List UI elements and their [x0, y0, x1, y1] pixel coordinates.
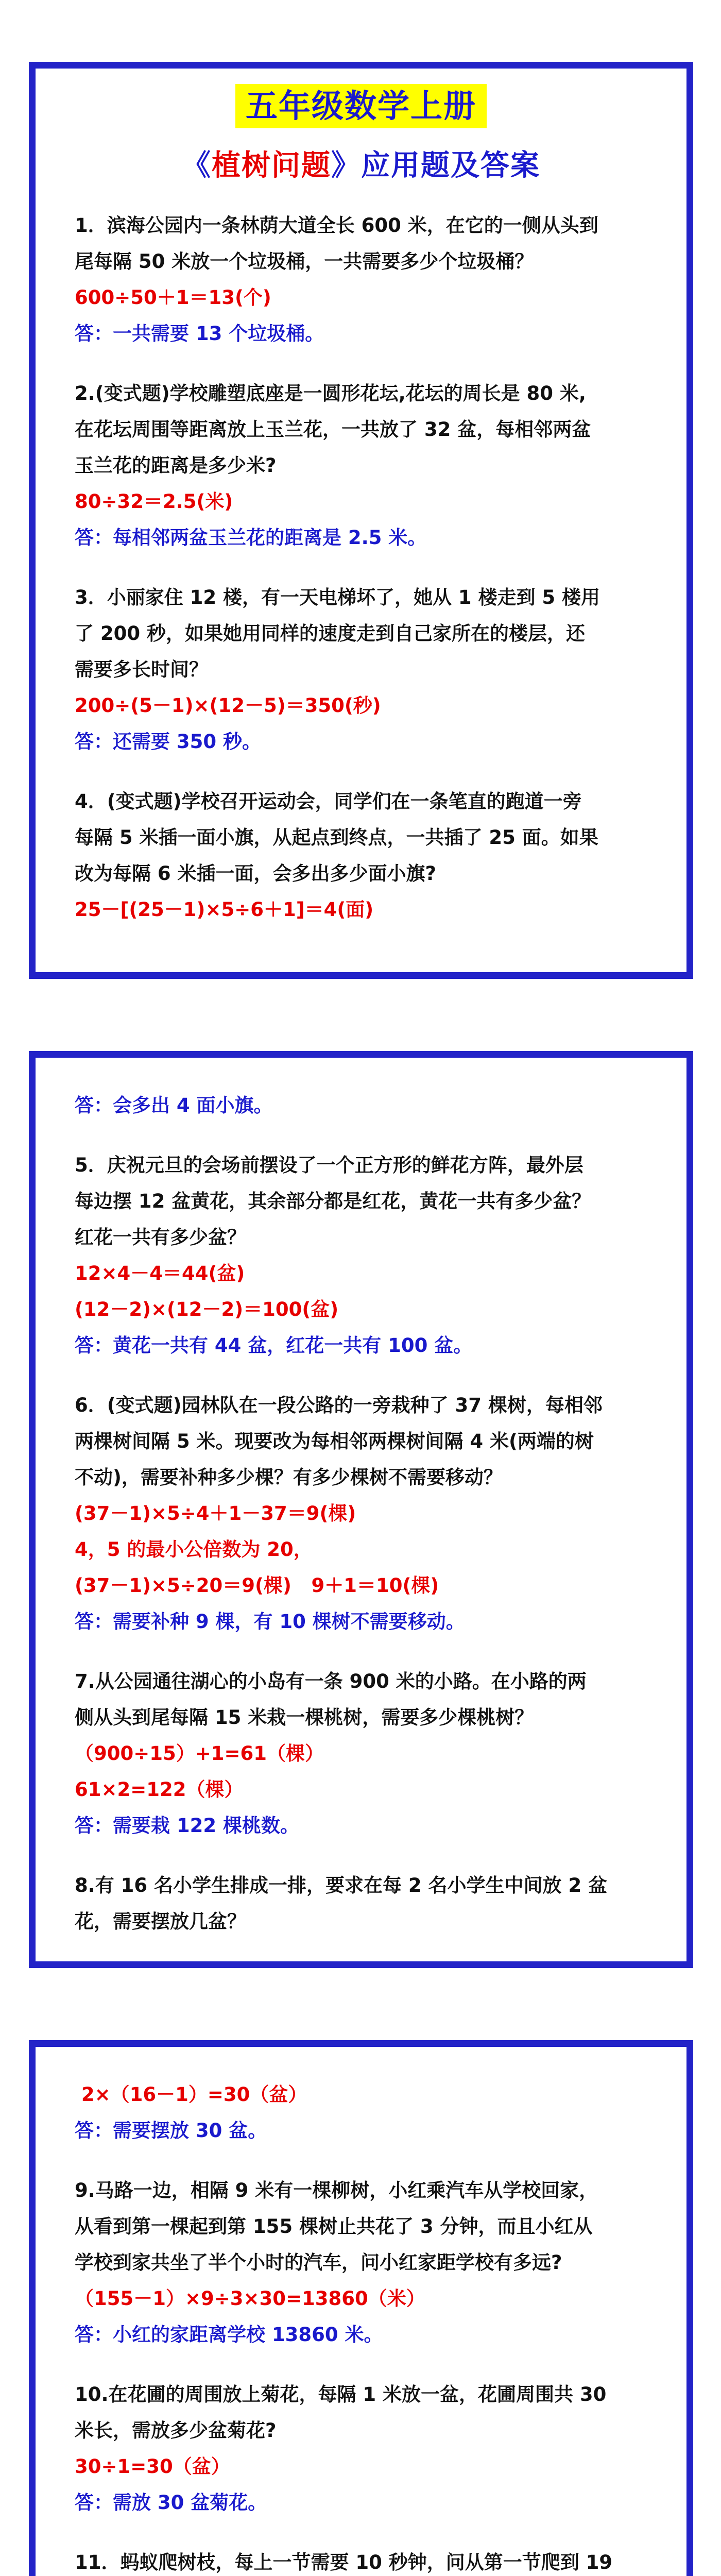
answer-line: 答：一共需要 13 个垃圾桶。 [75, 323, 324, 345]
problem-block [75, 1147, 657, 1364]
question-line: 在花坛周围等距离放上玉兰花，一共放了 32 盆，每相邻两盆 [75, 418, 591, 441]
question-line: 6．(变式题)园林队在一段公路的一旁栽种了 37 棵树，每相邻 [75, 1394, 603, 1416]
calculation-line: 30÷1=30（盆） [75, 2455, 230, 2478]
question-line: 花，需要摆放几盆？ [75, 1910, 246, 1933]
question-line: 8.有 16 名小学生排成一排，要求在每 2 名小学生中间放 2 盆 [75, 1874, 608, 1896]
title-block [36, 69, 686, 184]
problem-block [75, 580, 657, 760]
block-spacer [75, 352, 657, 376]
page-card-1 [29, 62, 693, 979]
page-card-2 [29, 1051, 693, 1968]
calculation-line: （900÷15）+1=61（棵） [75, 1742, 324, 1765]
block-spacer [75, 2353, 657, 2377]
question-line: 不动)，需要补种多少棵？有多少棵树不需要移动？ [75, 1466, 503, 1488]
question-line: 红花一共有多少盆？ [75, 1226, 246, 1248]
answer-line: 答：每相邻两盆玉兰花的距离是 2.5 米。 [75, 527, 427, 549]
block-spacer [75, 1124, 657, 1147]
card-content [36, 184, 686, 928]
question-line: 3．小丽家住 12 楼，有一天电梯坏了，她从 1 楼走到 5 楼用 [75, 586, 600, 609]
block-spacer [75, 1640, 657, 1664]
question-line: 4．(变式题)学校召开运动会，同学们在一条笔直的跑道一旁 [75, 790, 582, 813]
question-line: 侧从头到尾每隔 15 米栽一棵桃树，需要多少棵桃树？ [75, 1706, 534, 1728]
question-line: 米长，需放多少盆菊花? [75, 2419, 277, 2442]
question-line: 每边摆 12 盆黄花，其余部分都是红花，黄花一共有多少盆？ [75, 1190, 591, 1212]
calculation-line: （155－1）×9÷3×30=13860（米） [75, 2287, 425, 2310]
question-line: 尾每隔 50 米放一个垃圾桶，一共需要多少个垃圾桶？ [75, 250, 534, 273]
question-line: 从看到第一棵起到第 155 棵树止共花了 3 分钟，而且小红从 [75, 2215, 593, 2238]
calculation-line: 200÷(5－1)×(12－5)＝350(秒) [75, 694, 381, 717]
answer-line: 答：会多出 4 面小旗。 [75, 1094, 273, 1116]
problem-block [75, 2173, 657, 2353]
calculation-line: 80÷32＝2.5(米) [75, 490, 233, 513]
calculation-line: 25－[(25－1)×5÷6＋1]＝4(面) [75, 899, 374, 921]
answer-line: 答：需放 30 盆菊花。 [75, 2492, 267, 2514]
subtitle-accent: 植树问题 [212, 149, 331, 183]
problem-block [75, 376, 657, 556]
card-content [36, 1058, 686, 1940]
block-spacer [75, 1364, 657, 1387]
page-card-3 [29, 2040, 693, 2576]
calculation-line: 600÷50＋1＝13(个) [75, 286, 271, 309]
question-line: 7.从公园通往湖心的小岛有一条 900 米的小路。在小路的两 [75, 1670, 587, 1692]
block-spacer [75, 556, 657, 580]
question-line: 1．滨海公园内一条林荫大道全长 600 米，在它的一侧从头到 [75, 214, 598, 237]
card-content [36, 2047, 686, 2576]
answer-line: 答：需要栽 122 棵桃数。 [75, 1815, 299, 1837]
problem-block [75, 1387, 657, 1640]
calculation-line: (37－1)×5÷4＋1－37＝9(棵) [75, 1502, 356, 1524]
calculation-line: 12×4－4＝44(盆) [75, 1262, 245, 1284]
question-line: 9.马路一边，相隔 9 米有一棵柳树，小红乘汽车从学校回家， [75, 2179, 598, 2201]
calculation-line: (12－2)×(12－2)＝100(盆) [75, 1298, 339, 1320]
question-line: 学校到家共坐了半个小时的汽车，问小红家距学校有多远? [75, 2251, 562, 2274]
calculation-line: 2×（16－1）=30（盆） [75, 2083, 307, 2106]
page-title: 五年级数学上册 [235, 84, 487, 128]
calculation-line: 4，5 的最小公倍数为 20， [75, 1538, 313, 1561]
question-line: 两棵树间隔 5 米。现要改为每相邻两棵树间隔 4 米(两端的树 [75, 1430, 594, 1452]
calculation-line: 61×2=122（棵） [75, 1778, 244, 1801]
question-line: 每隔 5 米插一面小旗，从起点到终点，一共插了 25 面。如果 [75, 826, 598, 849]
subtitle-open: 《 [182, 149, 212, 183]
problem-block [75, 2377, 657, 2521]
subtitle-close: 》应用题及答案 [331, 149, 540, 183]
problem-block [75, 784, 657, 928]
answer-line: 答：小红的家距离学校 13860 米。 [75, 2324, 383, 2346]
answer-line: 答：黄花一共有 44 盆，红花一共有 100 盆。 [75, 1334, 473, 1357]
question-line: 玉兰花的距离是多少米? [75, 454, 277, 477]
question-line: 改为每隔 6 米插一面，会多出多少面小旗? [75, 862, 436, 885]
block-spacer [75, 2149, 657, 2173]
problem-block [75, 1664, 657, 1844]
problem-block [75, 1088, 657, 1124]
question-line: 2.(变式题)学校雕塑底座是一圆形花坛,花坛的周长是 80 米, [75, 382, 586, 405]
question-line: 了 200 秒，如果她用同样的速度走到自己家所在的楼层，还 [75, 622, 585, 645]
answer-line: 答：需要摆放 30 盆。 [75, 2120, 267, 2142]
answer-line: 答：还需要 350 秒。 [75, 731, 261, 753]
question-line: 11．蚂蚁爬树枝，每上一节需要 10 秒钟，问从第一节爬到 19 [75, 2551, 613, 2573]
problem-block [75, 2545, 657, 2576]
question-line: 需要多长时间？ [75, 658, 208, 681]
question-line: 5．庆祝元旦的会场前摆设了一个正方形的鲜花方阵，最外层 [75, 1154, 583, 1176]
problem-block [75, 1868, 657, 1940]
page-subtitle [36, 143, 686, 184]
calculation-line: (37－1)×5÷20＝9(棵) 9＋1＝10(棵) [75, 1574, 439, 1597]
problem-block [75, 208, 657, 352]
question-line: 10.在花圃的周围放上菊花，每隔 1 米放一盆，花圃周围共 30 [75, 2383, 607, 2405]
answer-line: 答：需要补种 9 棵，有 10 棵树不需要移动。 [75, 1611, 465, 1633]
block-spacer [75, 2521, 657, 2545]
block-spacer [75, 1844, 657, 1868]
block-spacer [75, 760, 657, 784]
problem-block [75, 2077, 657, 2149]
